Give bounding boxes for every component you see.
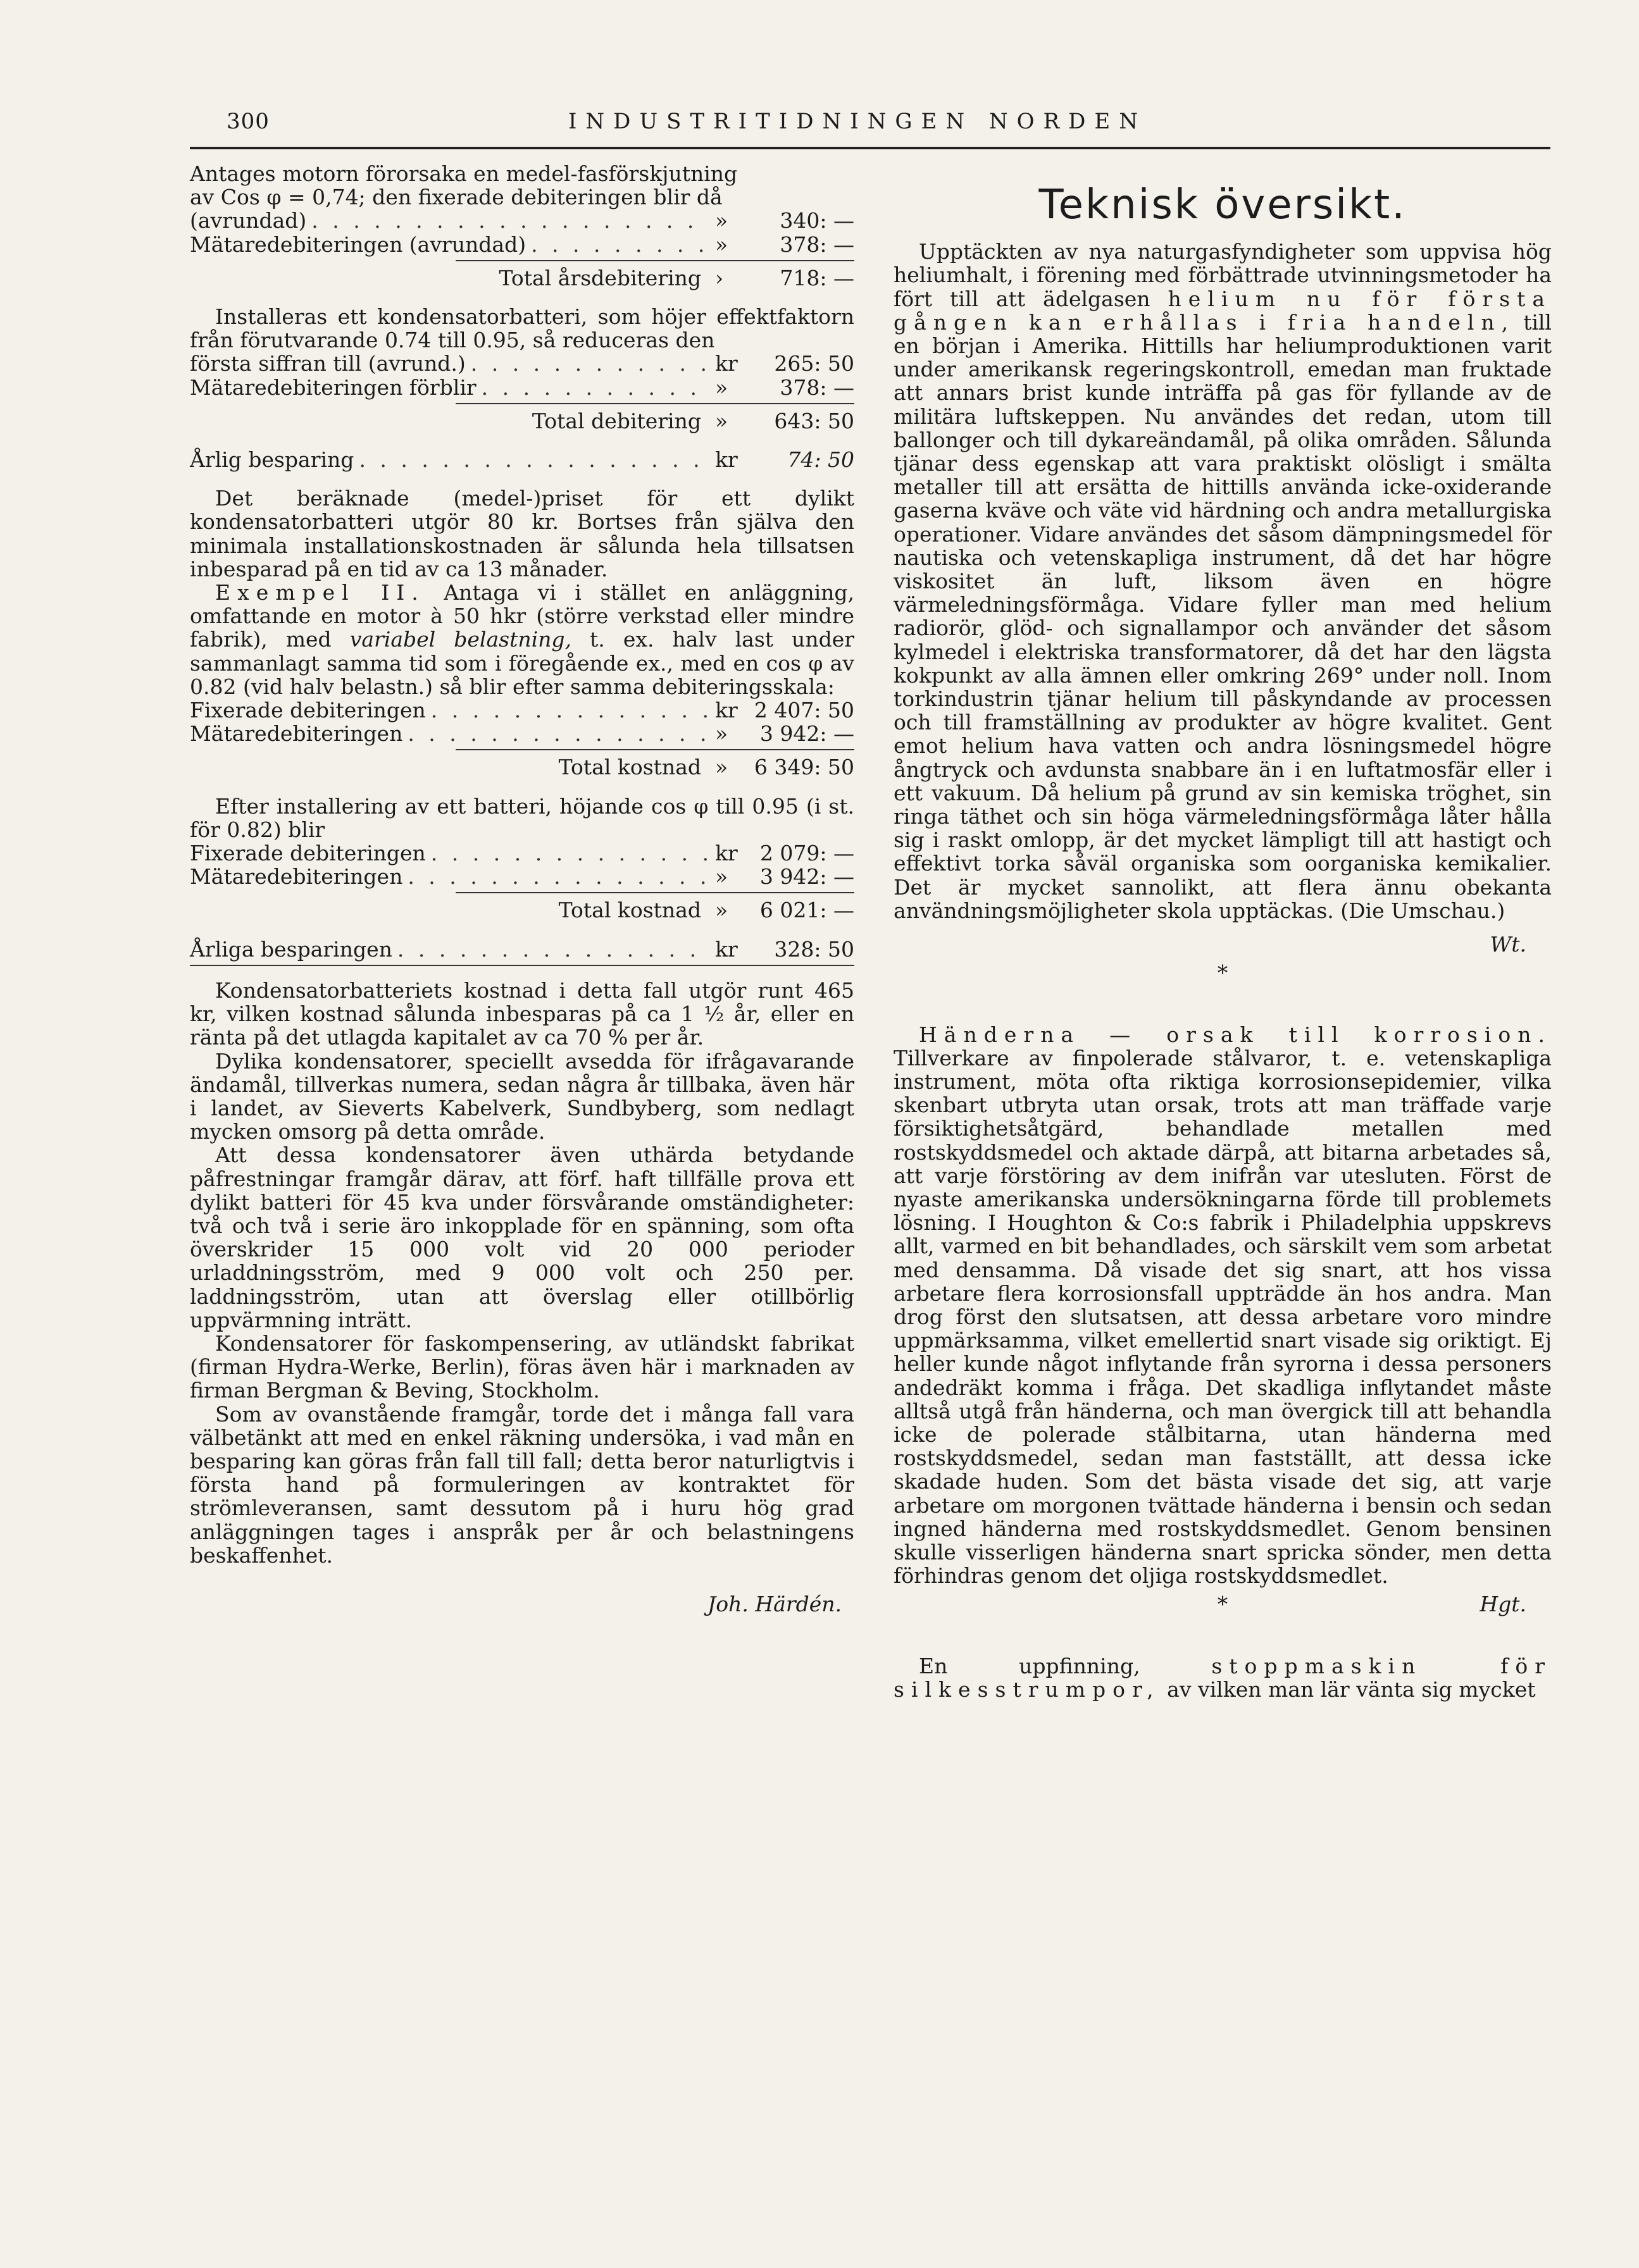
row-value: 378: —	[780, 232, 854, 257]
price-paragraph: Det beräknade (medel-)priset för ett dylikt kondensatorbatteri utgör 80 kr. Bortses från själva den minimala installationskostnaden är sålunda hela tillsatsen inbesparad på en tid av ca 13 månader.	[190, 486, 854, 581]
row-unit: kr	[715, 698, 738, 723]
invention-text-b: av vilken man lär vänta sig mycket	[1167, 1676, 1536, 1702]
row-unit: kr	[715, 447, 738, 473]
total-label: Total kostnad	[558, 755, 701, 780]
row-label: Fixerade debiteringen	[190, 841, 426, 866]
leader-dots	[408, 722, 710, 745]
total-value: 6 349: 50	[754, 755, 854, 780]
condenser-paragraph: Installeras ett kondensatorbatteri, som höjer effektfaktorn från förutvarande 0.74 till 0.95, så reduceras den	[190, 304, 854, 353]
section-rule	[190, 965, 854, 966]
table-row	[190, 841, 854, 865]
row-unit: »	[715, 208, 728, 233]
leader-dots	[482, 376, 710, 399]
total-row	[190, 755, 854, 779]
row-label: Årlig besparing	[190, 447, 354, 473]
hands-text: Tillverkare av finpolerade stålvaror, t. e. vetenskapliga instrument, möta ofta riktiga korrosionsepidemier, vilka skenbart utbryta utan orsak, trots att man träffade varje försiktighetsåtgärd, behandlade metallen med rostskyddsmedel och aktade därpå, att bitarna arbetades så, att varje förstöring av dem inifrån var utesluten. Först de nyaste amerikanska undersökningarna förde till problemets lösning. I Houghton & Co:s fabrik i Philadelphia uppskrevs allt, varmed en bit behandlades, och särskilt vem som arbetat med densamma. Då visade det sig snart, att hos vissa arbetare flera korrosionsfall uppträdde än hos andra. Man drog först den slutsatsen, att dessa arbetare voro mindre uppmärksamma, vilket emellertid snart visade sig oriktigt. Ej heller kunde något inflytande från syrorna i dessa personers andedräkt komma i fråga. Det skadliga inflytandet måste alltså utgå från händerna, och man övergick till att behandla icke de polerade stålbitarna, utan händerna med rostskyddsmedel, sedan man fastställt, att dessa icke skadade huden. Som det bästa visade det sig, att varje arbetare om morgonen tvättade händerna i bensin och sedan ingned händerna med rostskyddsmedlet. Genom bensinen skulle visserligen händerna snart spricka sönder, men detta förhindras genom det oljiga rostskyddsmedlet.	[894, 1045, 1552, 1589]
row-label: Mätaredebiteringen förblir	[190, 375, 477, 400]
annual-savings-row	[190, 938, 854, 961]
table-row	[190, 865, 854, 888]
total-label: Total årsdebitering	[499, 265, 701, 290]
separator-star: *	[1217, 960, 1228, 986]
total-row	[190, 409, 854, 433]
after-paragraph: Efter installering av ett batteri, höjande cos φ till 0.95 (i st. för 0.82) blir	[190, 793, 854, 842]
table-row	[190, 698, 854, 722]
leader-dots	[471, 352, 710, 375]
example-italic: variabel belastning,	[349, 627, 572, 652]
right-column	[894, 162, 1552, 1701]
total-rule	[456, 260, 854, 261]
body-paragraph: Dylika kondensatorer, speciellt avsedda för ifrågavarande ändamål, tillverkas numera, sedan några år tillbaka, även här i landet, av Sieverts Kabelverk, Sundbyberg, som nedlagt mycken omsorg på detta område.	[190, 1048, 854, 1144]
row-unit: »	[715, 375, 728, 400]
table-row	[190, 352, 854, 375]
total-label: Total kostnad	[558, 898, 701, 923]
annual-saving-row	[190, 448, 854, 471]
running-title: INDUSTRITIDNINGEN NORDEN	[568, 109, 1147, 134]
total-value: 718: —	[780, 265, 854, 290]
total-value: 643: 50	[774, 408, 854, 433]
leader-dots	[531, 233, 710, 256]
row-value: 2 407: 50	[754, 698, 854, 723]
leader-dots	[397, 938, 710, 961]
example-paragraph	[190, 581, 854, 698]
row-unit: kr	[715, 936, 738, 962]
author-signature: Joh. Härdén.	[707, 1591, 842, 1616]
example-label: Exempel II.	[215, 580, 425, 605]
row-label: Fixerade debiteringen	[190, 698, 426, 723]
row-value: 340: —	[780, 208, 854, 233]
signature-wt: Wt.	[1490, 932, 1526, 957]
left-column	[190, 162, 854, 1616]
body-paragraph: Kondensatorbatteriets kostnad i detta fall utgör runt 465 kr, vilken kostnad sålunda inbesparas på ca 1 ½ år, eller en ränta på det utlagda kapitalet av ca 70 % per år.	[190, 977, 854, 1050]
total-value: 6 021: —	[759, 898, 854, 923]
row-value: 3 942: —	[759, 721, 854, 747]
total-rule	[456, 892, 854, 893]
intro-line-2: av Cos φ = 0,74; den fixerade debiteringen blir då	[190, 185, 723, 210]
total-label: Total debitering	[532, 408, 701, 433]
table-row	[190, 233, 854, 256]
table-row	[190, 722, 854, 745]
invention-text-a: En uppfinning,	[919, 1653, 1140, 1678]
row-label: Årliga besparingen	[190, 936, 392, 962]
row-label: första siffran till (avrund.)	[190, 351, 466, 376]
hands-paragraph	[894, 1023, 1552, 1588]
row-unit: »	[715, 721, 728, 747]
hands-spaced-title: Händerna — orsak till korrosion.	[919, 1022, 1552, 1047]
total-unit: »	[715, 898, 728, 923]
helium-spaced-text: helium nu för första gången kan erhållas i fria handeln,	[894, 286, 1552, 335]
intro-line-1: Antages motorn förorsaka en medel-fasförskjutning	[190, 161, 738, 186]
section-heading: Teknisk översikt.	[1038, 182, 1407, 228]
body-paragraph: Som av ovanstående framgår, torde det i många fall vara välbetänkt att med en enkel räkning undersöka, i vad mån en besparing kan göras från fall till fall; detta beror naturligtvis i första hand på formuleringen av kontraktet för strömleveransen, samt dessutom på i huru hög grad anläggningen tages i anspråk per år och belastningens beskaffenhet.	[190, 1401, 854, 1568]
signature-hgt: Hgt.	[1480, 1592, 1526, 1617]
invention-spaced-text: stoppmaskin för silkesstrumpor,	[894, 1653, 1552, 1702]
row-value: 378: —	[780, 375, 854, 400]
row-value: 328: 50	[774, 936, 854, 962]
total-rule	[456, 403, 854, 404]
table-row	[190, 209, 854, 232]
header-rule	[190, 147, 1550, 149]
leader-dots	[311, 209, 710, 232]
total-rule	[456, 749, 854, 750]
leader-dots	[431, 841, 710, 865]
row-value: 265: 50	[774, 351, 854, 376]
leader-dots	[431, 698, 710, 722]
row-label: Mätaredebiteringen	[190, 864, 403, 889]
page-number: 300	[227, 109, 270, 134]
row-unit: »	[715, 232, 728, 257]
leader-dots	[359, 448, 710, 471]
total-row	[190, 266, 854, 290]
closing-row	[894, 1592, 1552, 1616]
row-label: (avrundad)	[190, 208, 307, 233]
total-unit: »	[715, 755, 728, 780]
row-unit: »	[715, 864, 728, 889]
row-unit: kr	[715, 351, 738, 376]
row-value: 3 942: —	[759, 864, 854, 889]
body-paragraph: Kondensatorer för faskompensering, av utländskt fabrikat (firman Hydra-Werke, Berlin), föras även här i marknaden av firman Bergman & Beving, Stockholm.	[190, 1330, 854, 1403]
total-row	[190, 898, 854, 922]
row-label: Mätaredebiteringen (avrundad)	[190, 232, 527, 257]
total-unit: ›	[715, 265, 724, 290]
total-unit: »	[715, 408, 728, 433]
row-value: 2 079: —	[759, 841, 854, 866]
invention-paragraph	[894, 1654, 1552, 1701]
leader-dots	[408, 865, 710, 888]
separator-star: *	[1217, 1592, 1228, 1617]
row-label: Mätaredebiteringen	[190, 721, 403, 747]
helium-paragraph	[894, 240, 1552, 922]
row-value: 74: 50	[787, 447, 854, 473]
helium-text-a: Upptäckten av nya naturgasfyndigheter som uppvisa hög heliumhalt, i förening med förbättrade utvinningsmetoder ha fört till att ädelgasen	[894, 239, 1552, 311]
example-text-a: Antaga vi i stället en anläggning, omfattande en motor à 50 hkr (större verkstad eller mindre fabrik), med	[190, 580, 854, 652]
row-unit: kr	[715, 841, 738, 866]
example-text-b: t. ex. halv last under sammanlagt samma tid som i föregående ex., med en cos φ av 0.82 (vid halv belastn.) så blir efter samma debiteringsskala:	[190, 627, 854, 699]
body-paragraph: Att dessa kondensatorer även uthärda betydande påfrestningar framgår därav, att förf. haft tillfälle prova ett dylikt batteri för 45 kva under försvårande omständigheter: två och två i serie äro inkopplade för en spänning, som ofta överskrider 15 000 volt vid 20 000 perioder urladdningsström, med 9 000 volt och 250 per. laddningsström, utan att överslag eller otillbörlig uppvärmning inträtt.	[190, 1143, 854, 1332]
helium-text-b: till en början i Amerika. Hittills har heliumproduktionen varit under amerikansk regeringskontroll, emedan man fruktade att annars brist kunde inträffa på gas för fyllande av de militära luftskeppen. Nu användes det redan, utom till ballonger och till dykareändamål, på olika områden. Sålunda tjänar dess egenskap att vara praktiskt olösligt i smälta metaller till att ersätta de hittills använda icke-oxiderande gaserna kväve och väte vid härdning och andra metallurgiska operationer. Vidare användes det såsom dämpningsmedel för nautiska och vetenskapliga instrument, då det har högre viskositet än luft, liksom även en högre värmeledningsförmåga. Vidare fyller man med helium radiorör, glöd- och signallampor och använder det såsom kylmedel i elektriska transformatorer, då det har den lägsta kokpunkt av alla ämnen eller omkring 269° under noll. Inom torkindustrin tjänar helium till påskyndande av processen och till framställning av produkter av högre kvalitet. Gent emot helium hava vatten och andra lösningsmedel högre ångtryck och avdunsta snabbare än i en luftatmosfär eller i ett vakuum. Då helium på grund av sin kemiska tröghet, sin ringa täthet och sin höga värmeledningsförmåga låter hålla sig i raskt omlopp, är det mycket lämpligt till att hastigt och effektivt torka såväl organiska som oorganiska kemikalier. Det är mycket sannolikt, att flera ännu obekanta användningsmöjligheter skola upptäckas. (Die Umschau.)	[894, 309, 1552, 923]
table-row	[190, 376, 854, 399]
